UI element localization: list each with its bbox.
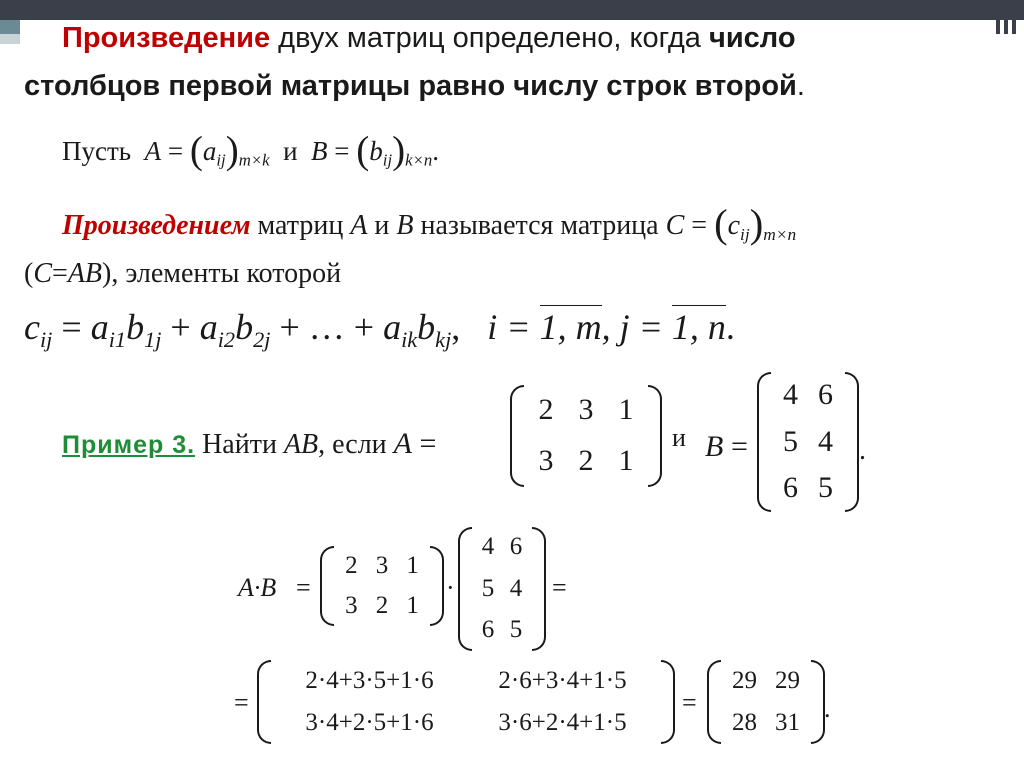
matrix-cell: 1 [618,444,634,478]
calc-end-dot: . [824,694,831,723]
calc-expanded-matrix [257,660,675,744]
matrix-cell: 2 [538,393,554,427]
calc-dot: · [446,573,455,602]
let-line: Пусть $A = (a_{ij})_{m\times k}$ и $B = (b_{ij})_{k\times n}$. [62,129,439,172]
product-definition-line: Произведением матриц A и B называется матрица $C = (c_{ij})_{m\times n}$ [62,201,797,246]
slide-top-bar [0,0,1024,20]
slide-left-accent [0,20,20,34]
matrix-cell: 6 [818,378,833,412]
matrix-cell: 1 [618,393,634,427]
slide-corner-stripe [996,0,1000,34]
matrix-cell: 3 [578,393,594,427]
matrix-cell: 4 [481,533,495,561]
slide-left-accent-light [0,34,20,44]
calc-eq: = [296,573,311,602]
matrix-cell: 5 [509,615,523,643]
matrix-cell: 3 [345,591,358,619]
matrix-cell: 4 [509,574,523,602]
matrix-cell: 2 [375,591,389,619]
matrix-cell: 2·6+3·4+1·5 [498,666,627,694]
matrix-cell: 1 [406,551,419,579]
example-line: Пример 3. Найти AB, если A = [62,427,437,460]
matrix-cell: 2 [578,444,594,478]
matrix-cell: 28 [732,708,757,736]
matrix-cell: 6 [481,615,495,643]
matrix-cell: 5 [783,424,798,458]
slide-corner-stripe [1004,0,1008,34]
matrix-cell: 1 [406,591,419,619]
matrix-cell: 4 [783,378,798,412]
calc-matrix-A [320,546,444,626]
matrix-B [757,372,859,512]
definition-line-2: столбцов первой матрицы равно числу строк второй. [24,70,805,102]
matrix-cell: 4 [818,424,833,458]
calc-eq3: = [682,688,697,717]
calc-result-matrix [707,660,825,744]
matrix-A [510,385,662,487]
calc-matrix-B [458,527,546,651]
matrix-cell: 3·4+2·5+1·6 [305,708,434,736]
matrix-cell: 29 [732,666,757,694]
product-formula: $c_{ij} = a_{i1}b_{1j} + a_{i2}b_{2j}$ + … + $a_{ik}b_{kj}$, i = 1, m, j = 1, n. [24,307,735,352]
calc-row-eq: = [234,688,249,717]
example-dot: . [859,435,866,466]
matrix-cell: 3·6+2·4+1·5 [498,708,627,736]
matrix-cell: 3 [538,444,554,478]
definition-line-1: Произведение двух матриц определено, когда число [62,22,796,54]
example-B-eq: = [731,430,748,463]
calc-lhs: A·B [238,573,277,602]
matrix-cell: 29 [775,666,800,694]
matrix-cell: 3 [375,551,389,579]
slide-corner-stripe [1012,0,1016,34]
matrix-cell: 2·4+3·5+1·6 [305,666,434,694]
matrix-cell: 5 [481,574,495,602]
matrix-cell: 6 [783,471,798,505]
example-and: и [672,423,686,452]
matrix-cell: 31 [775,708,800,736]
matrix-cell: 2 [345,551,358,579]
example-B-label: B [705,430,724,463]
elements-line: (C=AB), элементы которой [24,258,342,289]
calc-eq2: = [552,573,567,602]
matrix-cell: 5 [818,471,833,505]
matrix-cell: 6 [509,533,523,561]
